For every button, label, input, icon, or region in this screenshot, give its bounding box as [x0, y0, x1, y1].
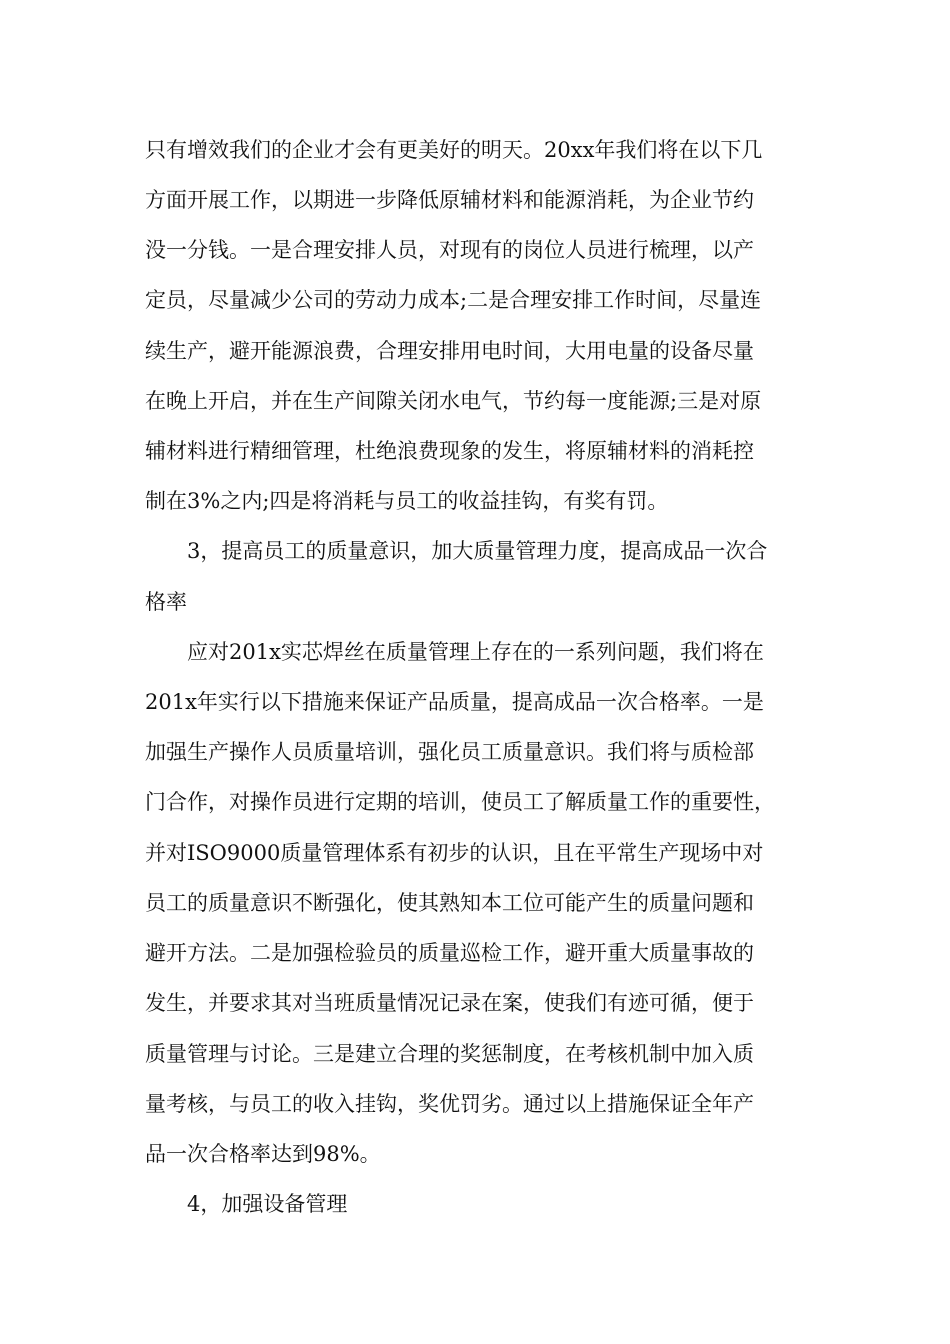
paragraph-2-line-9: 质量管理与讨论。三是建立合理的奖惩制度，在考核机制中加入质 [145, 1042, 754, 1066]
text-line [0, 983, 950, 1023]
text-line [0, 1084, 950, 1124]
paragraph-1-line-4: 定员，尽量减少公司的劳动力成本;二是合理安排工作时间，尽量连 [145, 288, 762, 312]
heading-4: 4，加强设备管理 [187, 1192, 348, 1216]
text-line [0, 933, 950, 973]
heading-3-line-1: 3，提高员工的质量意识，加大质量管理力度，提高成品一次合 [187, 539, 768, 563]
paragraph-1-line-5: 续生产，避开能源浪费，合理安排用电时间，大用电量的设备尽量 [145, 339, 754, 363]
section-heading [0, 1184, 950, 1224]
text-line [0, 1134, 950, 1174]
text-line [0, 682, 950, 722]
paragraph-2-line-3: 加强生产操作人员质量培训，强化员工质量意识。我们将与质检部 [145, 740, 754, 764]
text-line [0, 1034, 950, 1074]
paragraph-1-line-3: 没一分钱。一是合理安排人员，对现有的岗位人员进行梳理，以产 [145, 238, 754, 262]
text-line [0, 431, 950, 471]
paragraph-2-line-10: 量考核，与员工的收入挂钩，奖优罚劣。通过以上措施保证全年产 [145, 1092, 754, 1116]
text-line [0, 130, 950, 170]
text-line [0, 331, 950, 371]
text-line [0, 883, 950, 923]
paragraph-1-line-1: 只有增效我们的企业才会有更美好的明天。20xx年我们将在以下几 [145, 138, 763, 162]
paragraph-2-line-1: 应对201x实芯焊丝在质量管理上存在的一系列问题，我们将在 [187, 640, 764, 664]
paragraph-2-line-6: 员工的质量意识不断强化，使其熟知本工位可能产生的质量问题和 [145, 891, 754, 915]
text-line [0, 782, 950, 822]
text-line [0, 180, 950, 220]
section-heading [0, 531, 950, 571]
paragraph-1-line-6: 在晚上开启，并在生产间隙关闭水电气，节约每一度能源;三是对原 [145, 389, 762, 413]
text-line [0, 732, 950, 772]
paragraph-1-line-8: 制在3%之内;四是将消耗与员工的收益挂钩，有奖有罚。 [145, 489, 669, 513]
text-line [0, 632, 950, 672]
text-line [0, 381, 950, 421]
text-line [0, 833, 950, 873]
paragraph-2-line-7: 避开方法。二是加强检验员的质量巡检工作，避开重大质量事故的 [145, 941, 754, 965]
heading-3-line-2: 格率 [145, 590, 187, 614]
paragraph-2-line-4: 门合作，对操作员进行定期的培训，使员工了解质量工作的重要性， [145, 790, 775, 814]
paragraph-2-line-11: 品一次合格率达到98%。 [145, 1142, 381, 1166]
text-line [0, 280, 950, 320]
paragraph-1-line-2: 方面开展工作，以期进一步降低原辅材料和能源消耗，为企业节约 [145, 188, 754, 212]
text-line [0, 481, 950, 521]
paragraph-2-line-8: 发生，并要求其对当班质量情况记录在案，使我们有迹可循，便于 [145, 991, 754, 1015]
paragraph-2-line-2: 201x年实行以下措施来保证产品质量，提高成品一次合格率。一是 [145, 690, 764, 714]
text-line [0, 230, 950, 270]
paragraph-1-line-7: 辅材料进行精细管理，杜绝浪费现象的发生，将原辅材料的消耗控 [145, 439, 754, 463]
paragraph-2-line-5: 并对ISO9000质量管理体系有初步的认识，且在平常生产现场中对 [145, 841, 764, 865]
section-heading [0, 582, 950, 622]
